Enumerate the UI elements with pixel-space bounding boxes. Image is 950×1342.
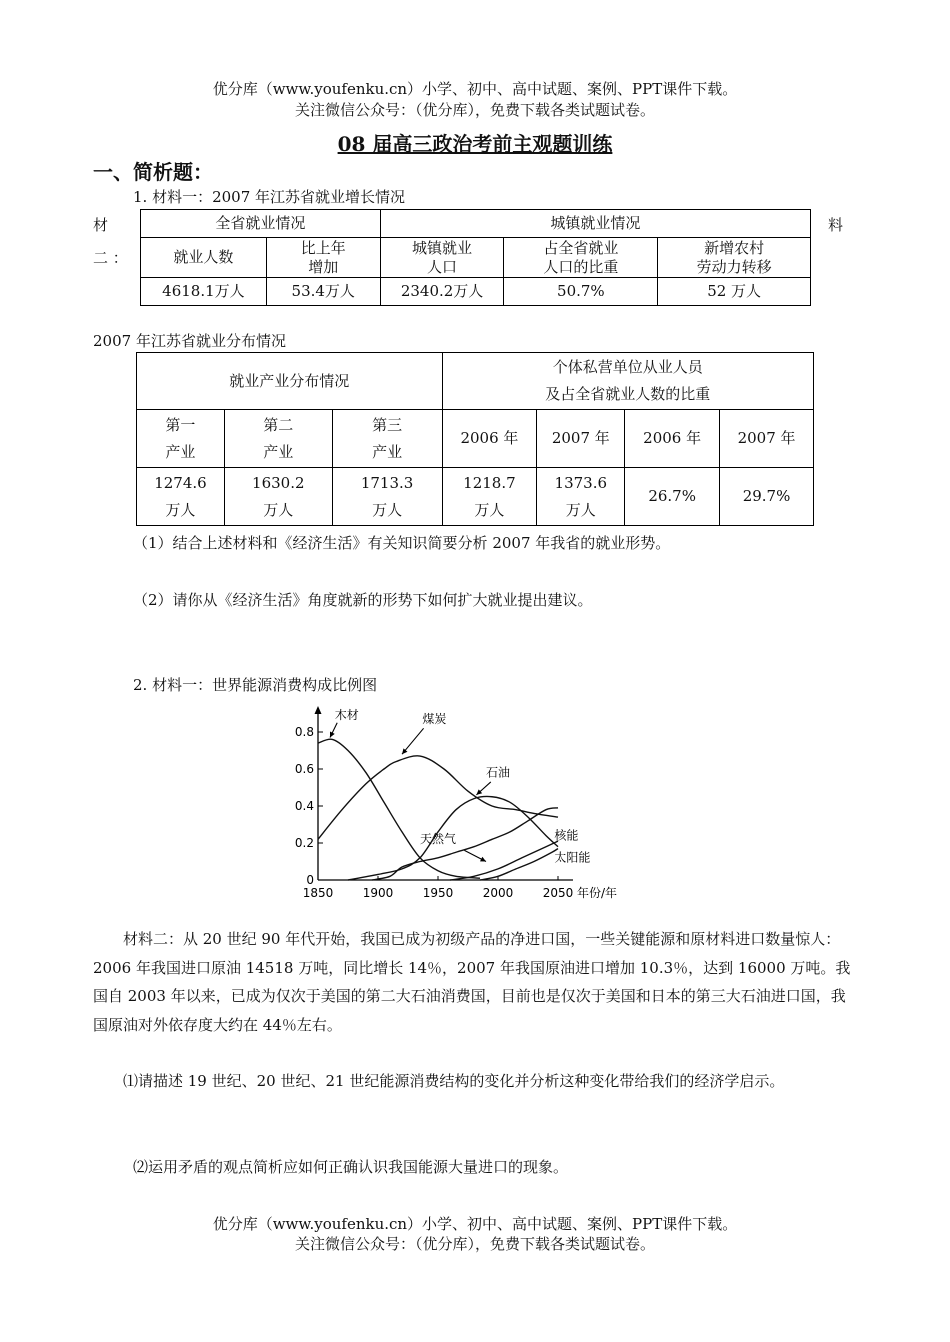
- t2-header-tertiary: 第三 产业: [332, 410, 442, 468]
- x-tick-label: 1950: [422, 886, 454, 900]
- y-tick-label: 0.6: [294, 762, 314, 776]
- t1-header-increase: 比上年 增加: [266, 238, 380, 278]
- x-tick-label: 1900: [362, 886, 394, 900]
- employment-growth-table: [140, 209, 811, 306]
- series-line-2: [318, 756, 558, 839]
- header-line-2: 关注微信公众号：（优分库），免费下载各类试题试卷。: [294, 101, 655, 119]
- y-tick-label: 0: [306, 873, 314, 887]
- q2-material1-label: 2. 材料一：世界能源消费构成比例图: [133, 676, 378, 694]
- series-label: 太阳能: [554, 850, 591, 865]
- y-tick-label: 0.2: [294, 836, 314, 850]
- series-label: 煤炭: [422, 711, 447, 726]
- series-label: 核能: [554, 828, 579, 843]
- t2-cell: 1630.2 万人: [224, 468, 332, 526]
- header-line-1: 优分库（www.youfenku.cn）小学、初中、高中试题、案例、PPT课件下载。: [212, 80, 738, 98]
- t2-header-primary: 第一 产业: [137, 410, 225, 468]
- t1-header-urban-pop: 城镇就业 人口: [380, 238, 504, 278]
- y-tick-label: 0.8: [294, 725, 314, 739]
- x-tick-label: 2050: [542, 886, 574, 900]
- chart-axes: [295, 706, 617, 900]
- t1-cell: 2340.2万人: [380, 278, 504, 306]
- q1-subquestion-2: （2）请你从《经济生活》角度就新的形势下如何扩大就业提出建议。: [133, 591, 593, 609]
- t2-header-year: 2007 年: [537, 410, 625, 468]
- t1-cell: 4618.1万人: [141, 278, 267, 306]
- t1-header-employed: 就业人数: [141, 238, 267, 278]
- x-tick-label: 2000: [482, 886, 514, 900]
- t2-header-secondary: 第二 产业: [224, 410, 332, 468]
- side-char-er: 二 ：: [93, 249, 128, 267]
- series-line-4: [372, 808, 558, 880]
- t1-header-rural-transfer: 新增农村 劳动力转移: [658, 238, 811, 278]
- x-axis-label: 年份/年: [577, 886, 618, 900]
- side-char-liao: 料: [828, 216, 844, 234]
- q1-material2-label: 2007 年江苏省就业分布情况: [93, 332, 286, 350]
- q2-subquestion-2: ⑵运用矛盾的观点简析应如何正确认识我国能源大量进口的现象。: [133, 1158, 569, 1176]
- energy-consumption-chart: [250, 700, 650, 910]
- x-tick-label: 1850: [302, 886, 334, 900]
- t1-cell: 53.4万人: [266, 278, 380, 306]
- footer-line-1: 优分库（www.youfenku.cn）小学、初中、高中试题、案例、PPT课件下载。: [212, 1215, 738, 1233]
- y-tick-label: 0.4: [294, 799, 314, 813]
- q1-subquestion-1: （1）结合上述材料和《经济生活》有关知识简要分析 2007 年我省的就业形势。: [133, 534, 671, 552]
- t2-cell: 1373.6 万人: [537, 468, 625, 526]
- y-axis-arrow: [315, 706, 322, 714]
- t1-group-urban: 城镇就业情况: [380, 210, 810, 238]
- side-char-cai: 材: [93, 216, 109, 234]
- page-title: 08 届高三政治考前主观题训练: [337, 132, 613, 156]
- series-label: 木材: [334, 708, 359, 723]
- t2-cell: 1218.7 万人: [442, 468, 537, 526]
- t1-cell: 52 万人: [658, 278, 811, 306]
- series-label: 石油: [486, 765, 511, 780]
- t1-group-province: 全省就业情况: [141, 210, 381, 238]
- q1-material1-label: 1. 材料一：2007 年江苏省就业增长情况: [133, 188, 406, 206]
- q2-subquestion-1: ⑴请描述 19 世纪、20 世纪、21 世纪能源消费结构的变化并分析这种变化带给我们的经济学启示。: [123, 1072, 785, 1090]
- footer-line-2: 关注微信公众号：（优分库），免费下载各类试题试卷。: [294, 1235, 655, 1253]
- t2-cell: 1713.3 万人: [332, 468, 442, 526]
- t2-cell: 29.7%: [720, 468, 814, 526]
- q2-material2-paragraph: 材料二：从 20 世纪 90 年代开始，我国已成为初级产品的净进口国，一些关键能源和原材料进口数量惊人：2006 年我国进口原油 14518 万吨，同比增长 14％，2007 年我国原油进口增加 10.3％，达到 16000 万吨。我国自 2003 年以来，已成为仅次于美国的第二大石油消费国，目前也是仅次于美国和日本的第三大石油进口国，我国原油对外依存度大约在 44％左右。: [93, 930, 851, 1034]
- t2-cell: 1274.6 万人: [137, 468, 225, 526]
- t2-header-year: 2006 年: [442, 410, 537, 468]
- t1-cell: 50.7%: [504, 278, 658, 306]
- t2-group-private: 个体私营单位从业人员 及占全省就业人数的比重: [442, 353, 814, 410]
- t2-group-industry: 就业产业分布情况: [137, 353, 443, 410]
- employment-distribution-table: [136, 352, 814, 526]
- t2-header-year: 2006 年: [625, 410, 720, 468]
- t2-cell: 26.7%: [625, 468, 720, 526]
- section-heading: 一、简析题：: [93, 160, 213, 184]
- series-label: 天然气: [420, 832, 457, 846]
- t2-header-year: 2007 年: [720, 410, 814, 468]
- series-line-6: [480, 849, 558, 880]
- chart-series: [318, 739, 558, 880]
- t1-header-share: 占全省就业 人口的比重: [504, 238, 658, 278]
